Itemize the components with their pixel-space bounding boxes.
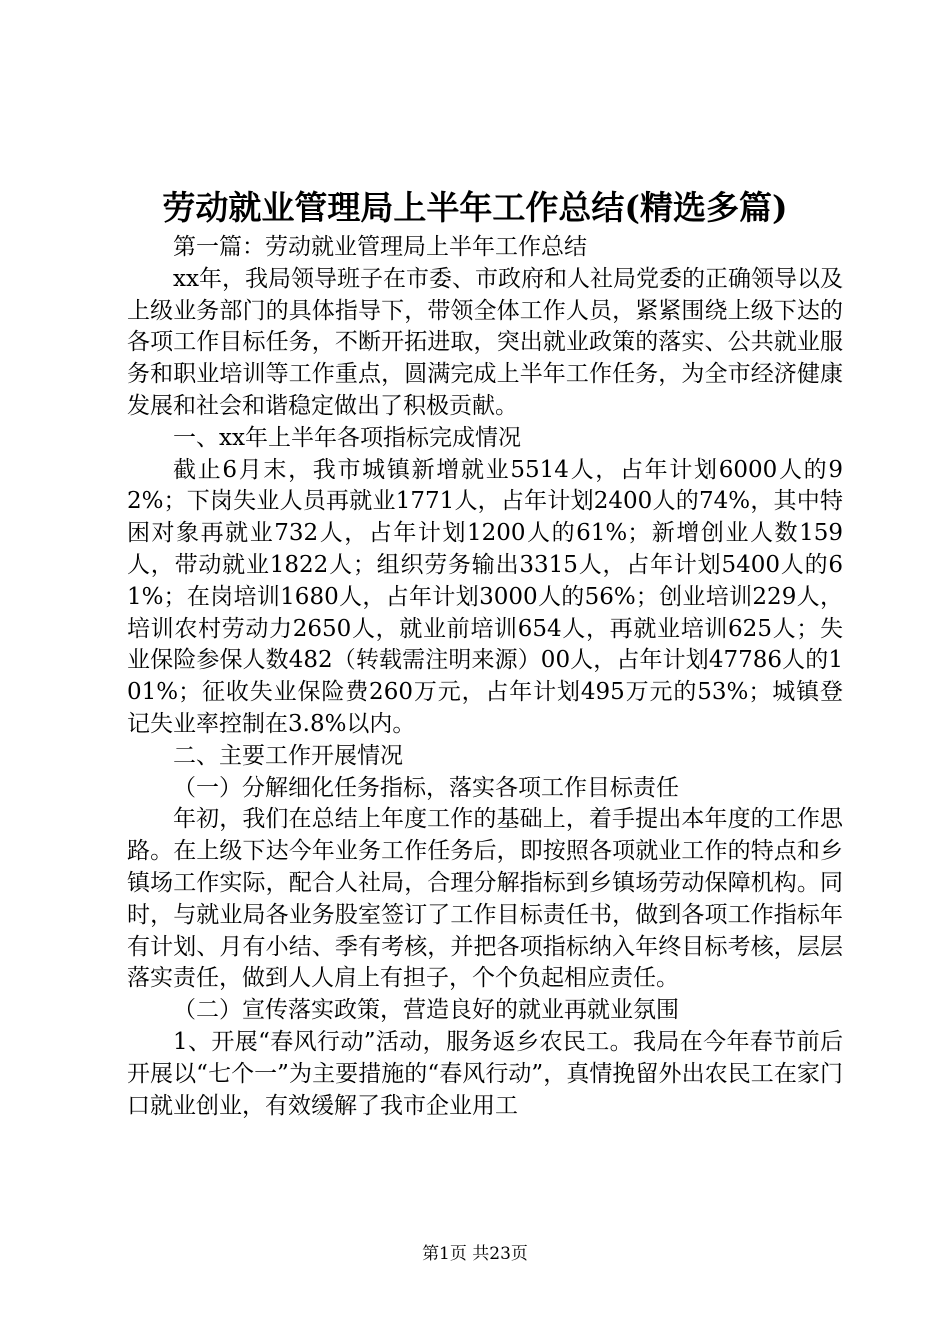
section-heading-1: 一、xx年上半年各项指标完成情况	[173, 424, 521, 451]
task-breakdown-paragraph: 年初，我们在总结上年度工作的基础上，着手提出本年度的工作思路。在上级下达今年业务工作任务后，即按照各项就业工作的特点和乡镇场工作实际，配合人社局，合理分解指标到乡镇场劳动保障机构。同时，与就业局各业务股室签订了工作目标责任书，做到各项工作指标年有计划、月有小结、季有考核，并把各项指标纳入年终目标考核，层层落实责任，做到人人肩上有担子，个个负起相应责任。	[127, 806, 843, 992]
document-title: 劳动就业管理局上半年工作总结(精选多篇)	[162, 188, 788, 227]
document-body	[127, 232, 843, 1122]
section-heading-part-one: 第一篇：劳动就业管理局上半年工作总结	[173, 234, 587, 260]
subsection-heading-1: （一）分解细化任务指标，落实各项工作目标责任	[173, 774, 679, 801]
intro-paragraph: xx年，我局领导班子在市委、市政府和人社局党委的正确领导以及上级业务部门的具体指导下，带领全体工作人员，紧紧围绕上级下达的各项工作目标任务，不断开拓进取，突出就业政策的落实、公共就业服务和职业培训等工作重点，圆满完成上半年工作任务，为全市经济健康发展和社会和谐稳定做出了积极贡献。	[127, 265, 843, 419]
section-heading-2: 二、主要工作开展情况	[173, 742, 403, 769]
indicators-paragraph: 截止6月末，我市城镇新增就业5514人，占年计划6000人的92%；下岗失业人员再就业1771人，占年计划2400人的74%，其中特困对象再就业732人，占年计划1200人的61%；新增创业人数159人，带动就业1822人；组织劳务输出3315人，占年计划5400人的61%；在岗培训1680人，占年计划3000人的56%；创业培训229人，培训农村劳动力2650人，就业前培训654人，再就业培训625人；失业保险参保人数482（转载需注明来源）00人，占年计划47786人的101%；征收失业保险费260万元，占年计划495万元的53%；城镇登记失业率控制在3.8%以内。	[127, 456, 843, 737]
subsection-heading-2: （二）宣传落实政策，营造良好的就业再就业氛围	[173, 997, 679, 1024]
spring-breeze-paragraph: 1、开展“春风行动”活动，服务返乡农民工。我局在今年春节前后开展以“七个一”为主要措施的“春风行动”，真情挽留外出农民工在家门口就业创业，有效缓解了我市企业用工	[127, 1028, 843, 1119]
page-footer: 第1页 共23页	[422, 1244, 528, 1264]
